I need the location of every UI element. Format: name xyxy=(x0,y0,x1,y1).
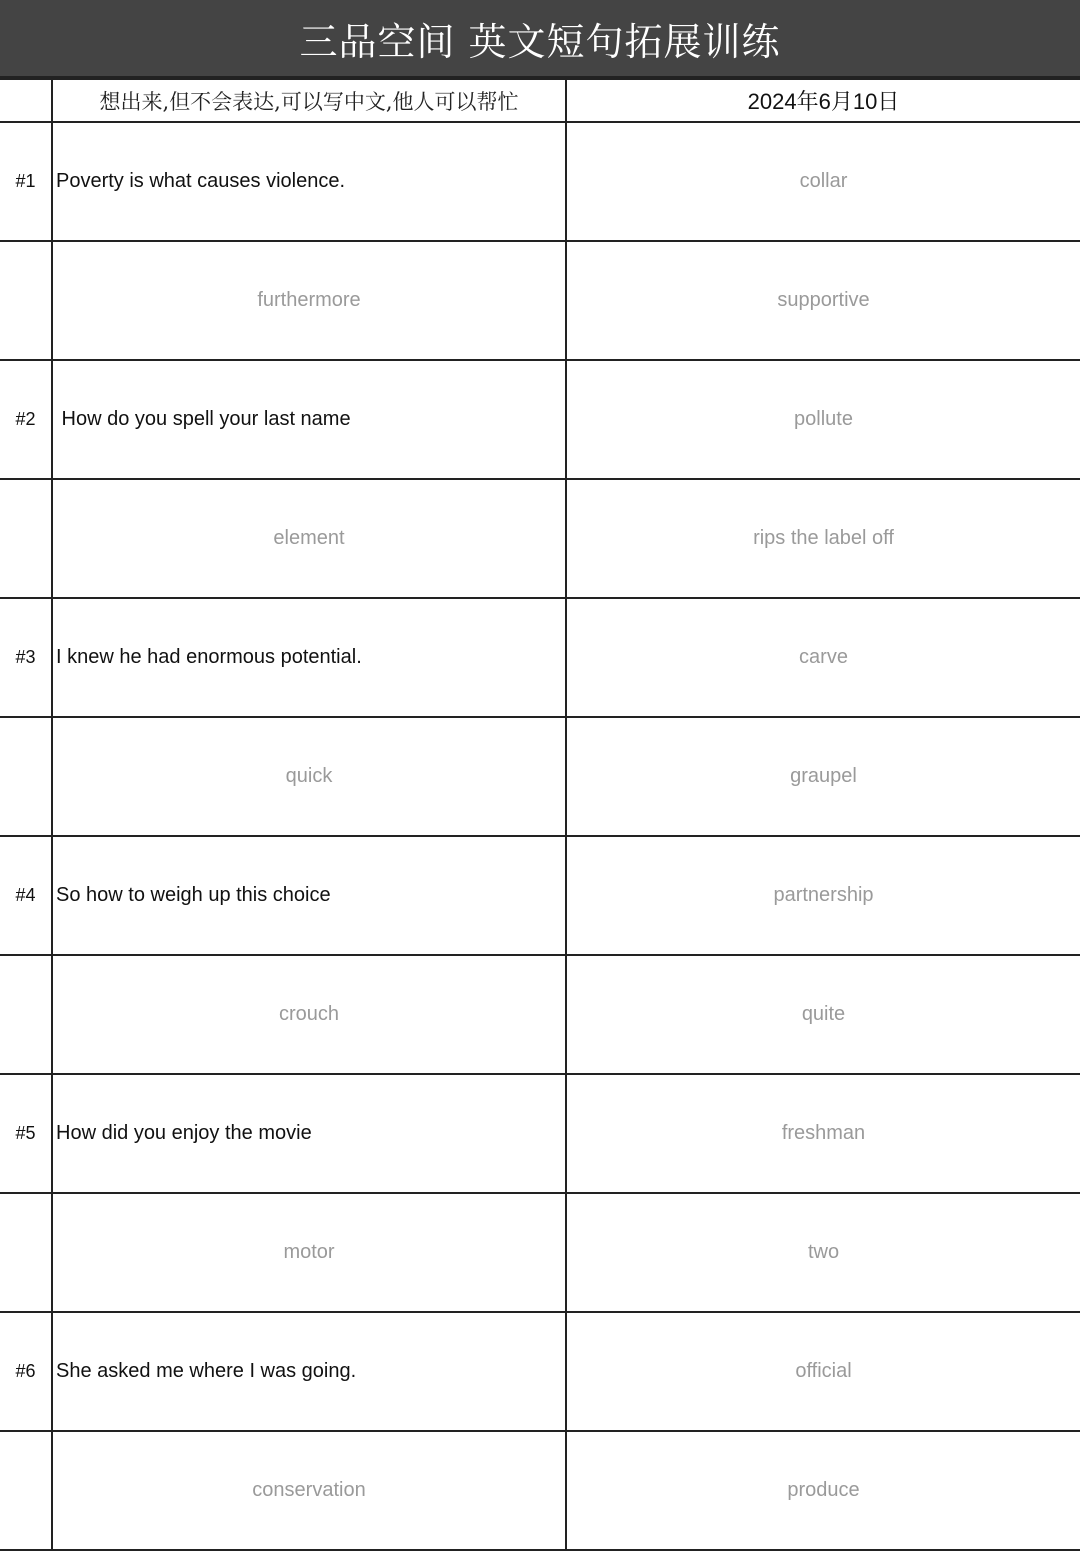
vocab-word: collar xyxy=(566,122,1080,241)
vocab-word: official xyxy=(566,1312,1080,1431)
blank-number-cell xyxy=(0,955,52,1074)
vocab-word: partnership xyxy=(566,836,1080,955)
word-row-6 xyxy=(0,1431,1080,1550)
vocab-word: quick xyxy=(52,717,566,836)
vocab-word: element xyxy=(52,479,566,598)
sentence-text: How do you spell your last name xyxy=(52,360,566,479)
sentence-number: #5 xyxy=(0,1074,52,1193)
word-row-5 xyxy=(0,1193,1080,1312)
sentence-number: #1 xyxy=(0,122,52,241)
word-row-4 xyxy=(0,955,1080,1074)
header-blank-cell xyxy=(0,79,52,122)
vocab-word: two xyxy=(566,1193,1080,1312)
blank-number-cell xyxy=(0,241,52,360)
word-row-1 xyxy=(0,241,1080,360)
word-row-3 xyxy=(0,717,1080,836)
instruction-hint: 想出来,但不会表达,可以写中文,他人可以帮忙 xyxy=(52,79,566,122)
vocab-word: carve xyxy=(566,598,1080,717)
header-row xyxy=(0,79,1080,122)
vocab-word: conservation xyxy=(52,1431,566,1550)
vocab-word: quite xyxy=(566,955,1080,1074)
word-row-2 xyxy=(0,479,1080,598)
page-title: 三品空间 英文短句拓展训练 xyxy=(0,0,1080,78)
sentence-text: How did you enjoy the movie xyxy=(52,1074,566,1193)
sentence-number: #2 xyxy=(0,360,52,479)
vocab-word: graupel xyxy=(566,717,1080,836)
sentence-row-1 xyxy=(0,122,1080,241)
sentence-number: #6 xyxy=(0,1312,52,1431)
sentence-text: Poverty is what causes violence. xyxy=(52,122,566,241)
sentence-row-2 xyxy=(0,360,1080,479)
date-label: 2024年6月10日 xyxy=(566,79,1080,122)
vocab-word: supportive xyxy=(566,241,1080,360)
blank-number-cell xyxy=(0,1193,52,1312)
sentence-row-6 xyxy=(0,1312,1080,1431)
sentence-text: So how to weigh up this choice xyxy=(52,836,566,955)
sentence-text: I knew he had enormous potential. xyxy=(52,598,566,717)
vocab-word: rips the label off xyxy=(566,479,1080,598)
vocab-word: motor xyxy=(52,1193,566,1312)
vocab-word: freshman xyxy=(566,1074,1080,1193)
vocab-word: pollute xyxy=(566,360,1080,479)
vocab-word: produce xyxy=(566,1431,1080,1550)
exercise-table xyxy=(0,78,1080,1551)
sentence-row-3 xyxy=(0,598,1080,717)
vocab-word: furthermore xyxy=(52,241,566,360)
blank-number-cell xyxy=(0,717,52,836)
vocab-word: crouch xyxy=(52,955,566,1074)
sentence-text: She asked me where I was going. xyxy=(52,1312,566,1431)
sentence-row-5 xyxy=(0,1074,1080,1193)
sentence-row-4 xyxy=(0,836,1080,955)
blank-number-cell xyxy=(0,479,52,598)
sentence-number: #4 xyxy=(0,836,52,955)
blank-number-cell xyxy=(0,1431,52,1550)
sentence-number: #3 xyxy=(0,598,52,717)
